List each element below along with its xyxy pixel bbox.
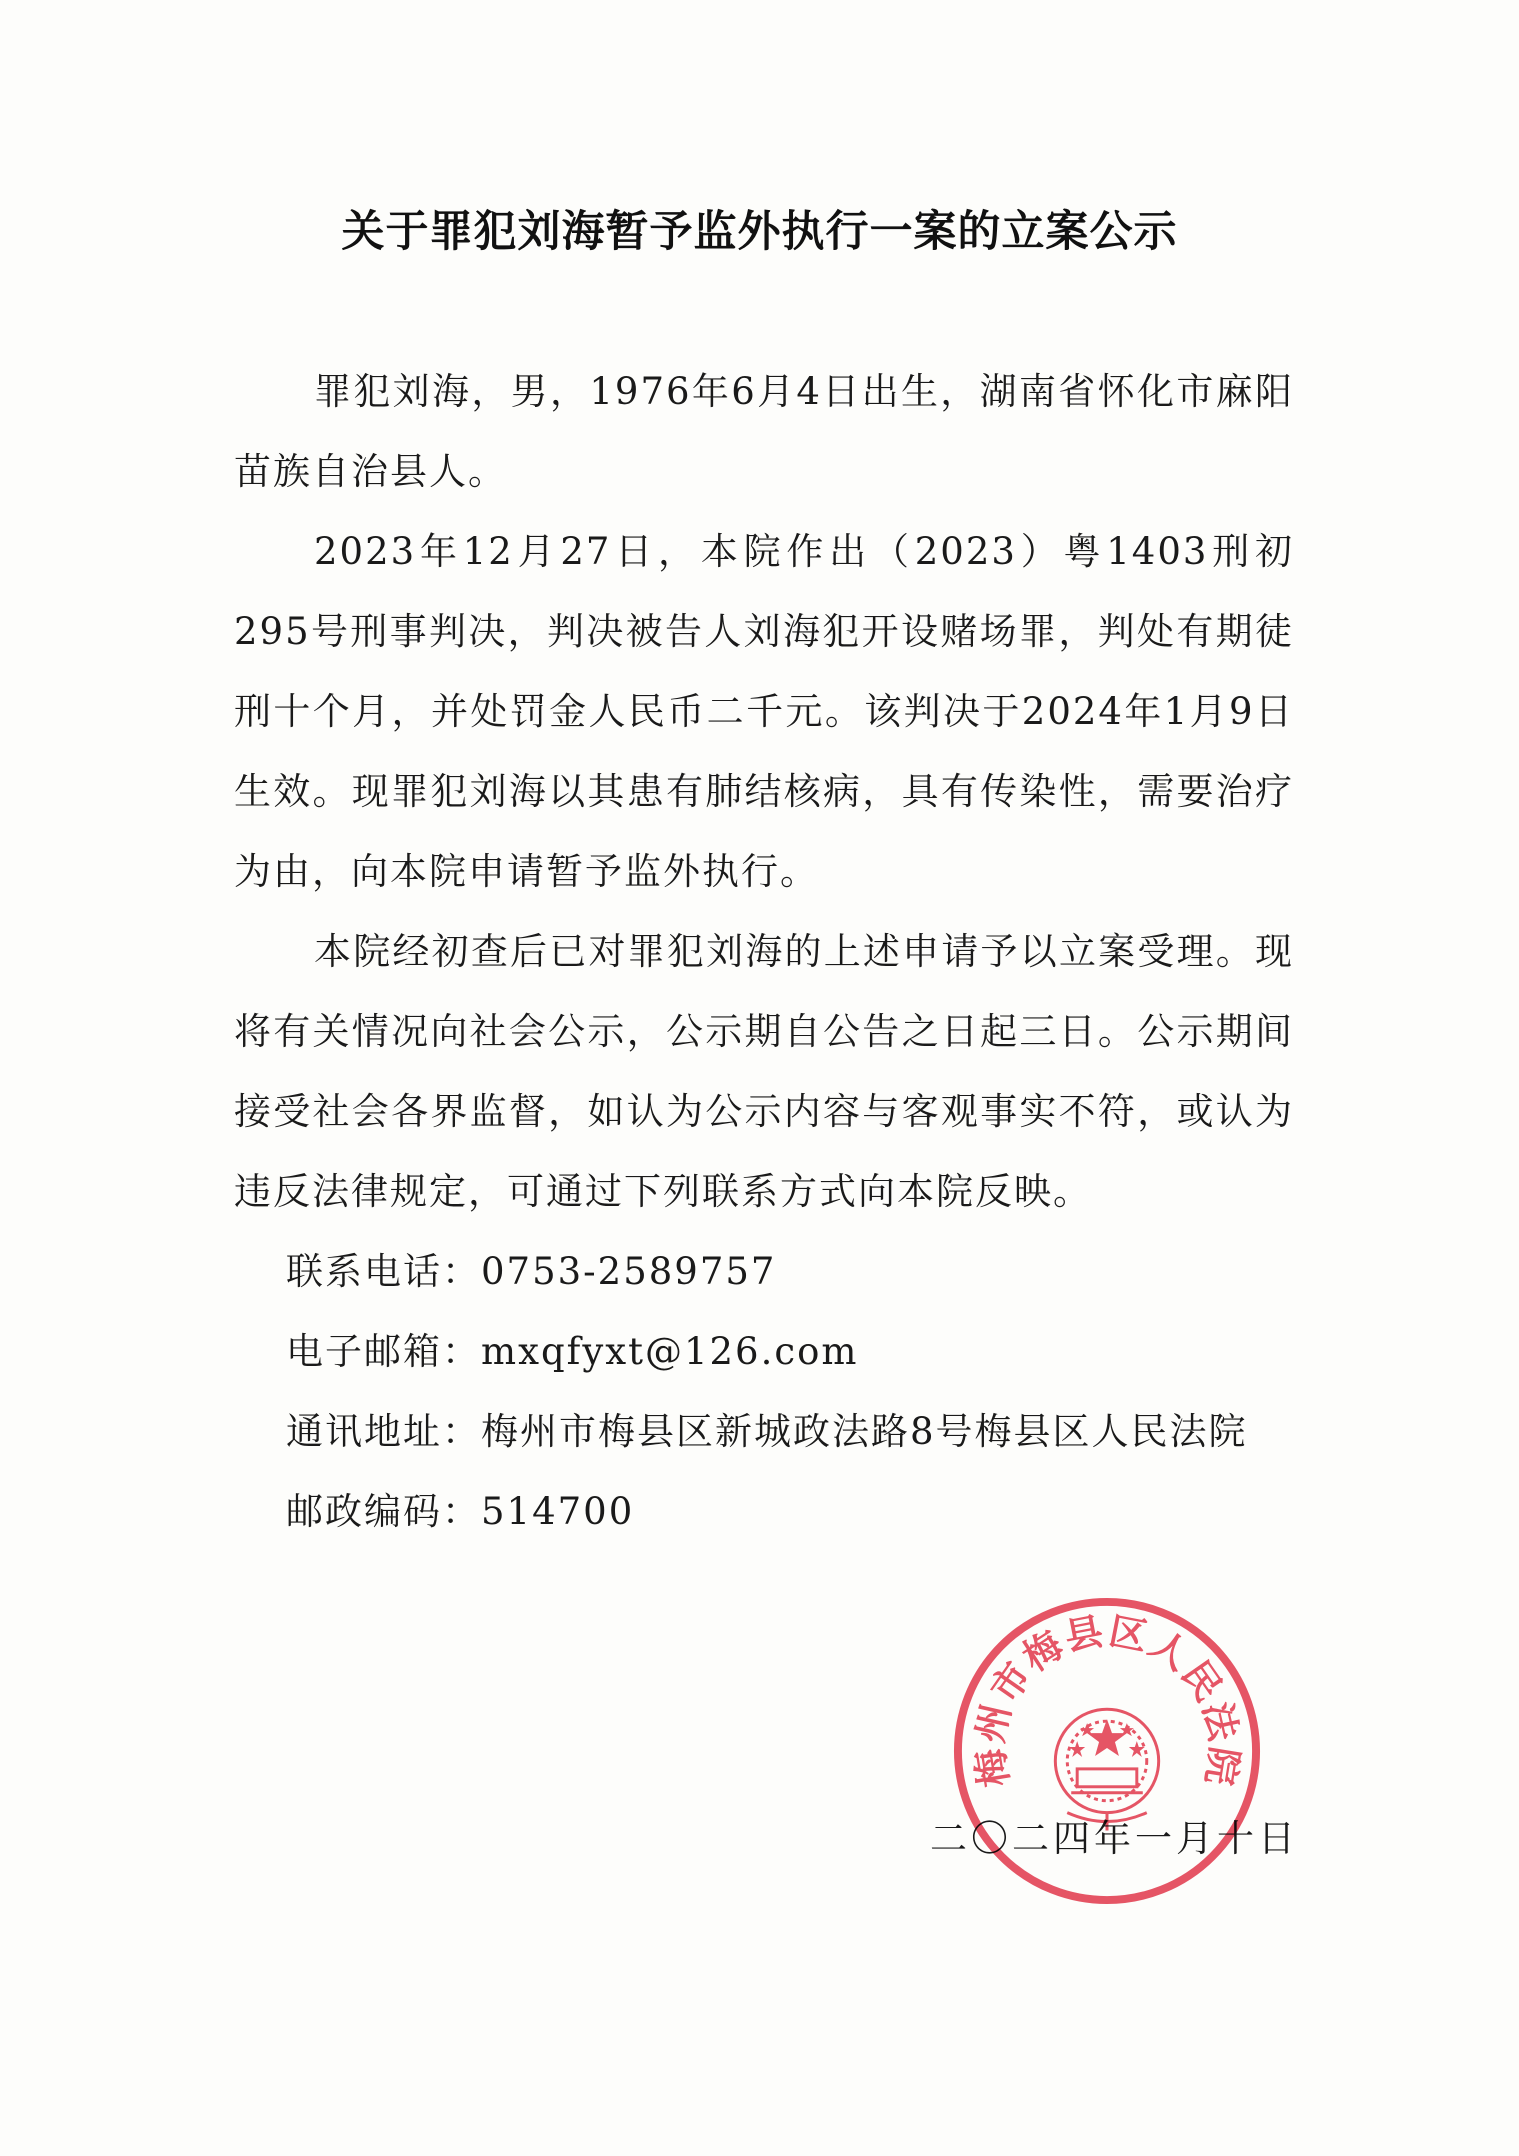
contact-email: 电子邮箱：mxqfyxt@126.com — [286, 1330, 859, 1373]
notice-title: 关于罪犯刘海暂予监外执行一案的立案公示 — [341, 207, 1178, 257]
paragraph-offender-info: 罪犯刘海，男，1976年6月4日出生，湖南省怀化市麻阳苗族自治县人。 — [234, 370, 1294, 493]
paragraph-announcement: 本院经初查后已对罪犯刘海的上述申请予以立案受理。现将有关情况向社会公示，公示期自公告之日起三日。公示期间接受社会各界监督，如认为公示内容与客观事实不符，或认为违反法律规定，可通过下列联系方式向本院反映。 — [234, 930, 1294, 1213]
contact-postcode: 邮政编码：514700 — [286, 1490, 635, 1533]
contact-phone: 联系电话：0753-2589757 — [286, 1250, 777, 1293]
seal-arc-textpath: 梅州市梅县区人民法院 — [967, 1608, 1247, 1791]
contact-address: 通讯地址：梅州市梅县区新城政法路8号梅县区人民法院 — [286, 1410, 1248, 1453]
notice-body — [234, 352, 1294, 1552]
paragraph-judgment: 2023年12月27日，本院作出（2023）粤1403刑初295号刑事判决，判决被告人刘海犯开设赌场罪，判处有期徒刑十个月，并处罚金人民币二千元。该判决于2024年1月9日生效。现罪犯刘海以其患有肺结核病，具有传染性，需要治疗为由，向本院申请暂予监外执行。 — [234, 530, 1294, 893]
emblem-small-star-icon — [1069, 1741, 1085, 1757]
notice-date: 二〇二四年一月十日 — [930, 1817, 1299, 1860]
court-seal-stamp — [948, 1592, 1266, 1910]
